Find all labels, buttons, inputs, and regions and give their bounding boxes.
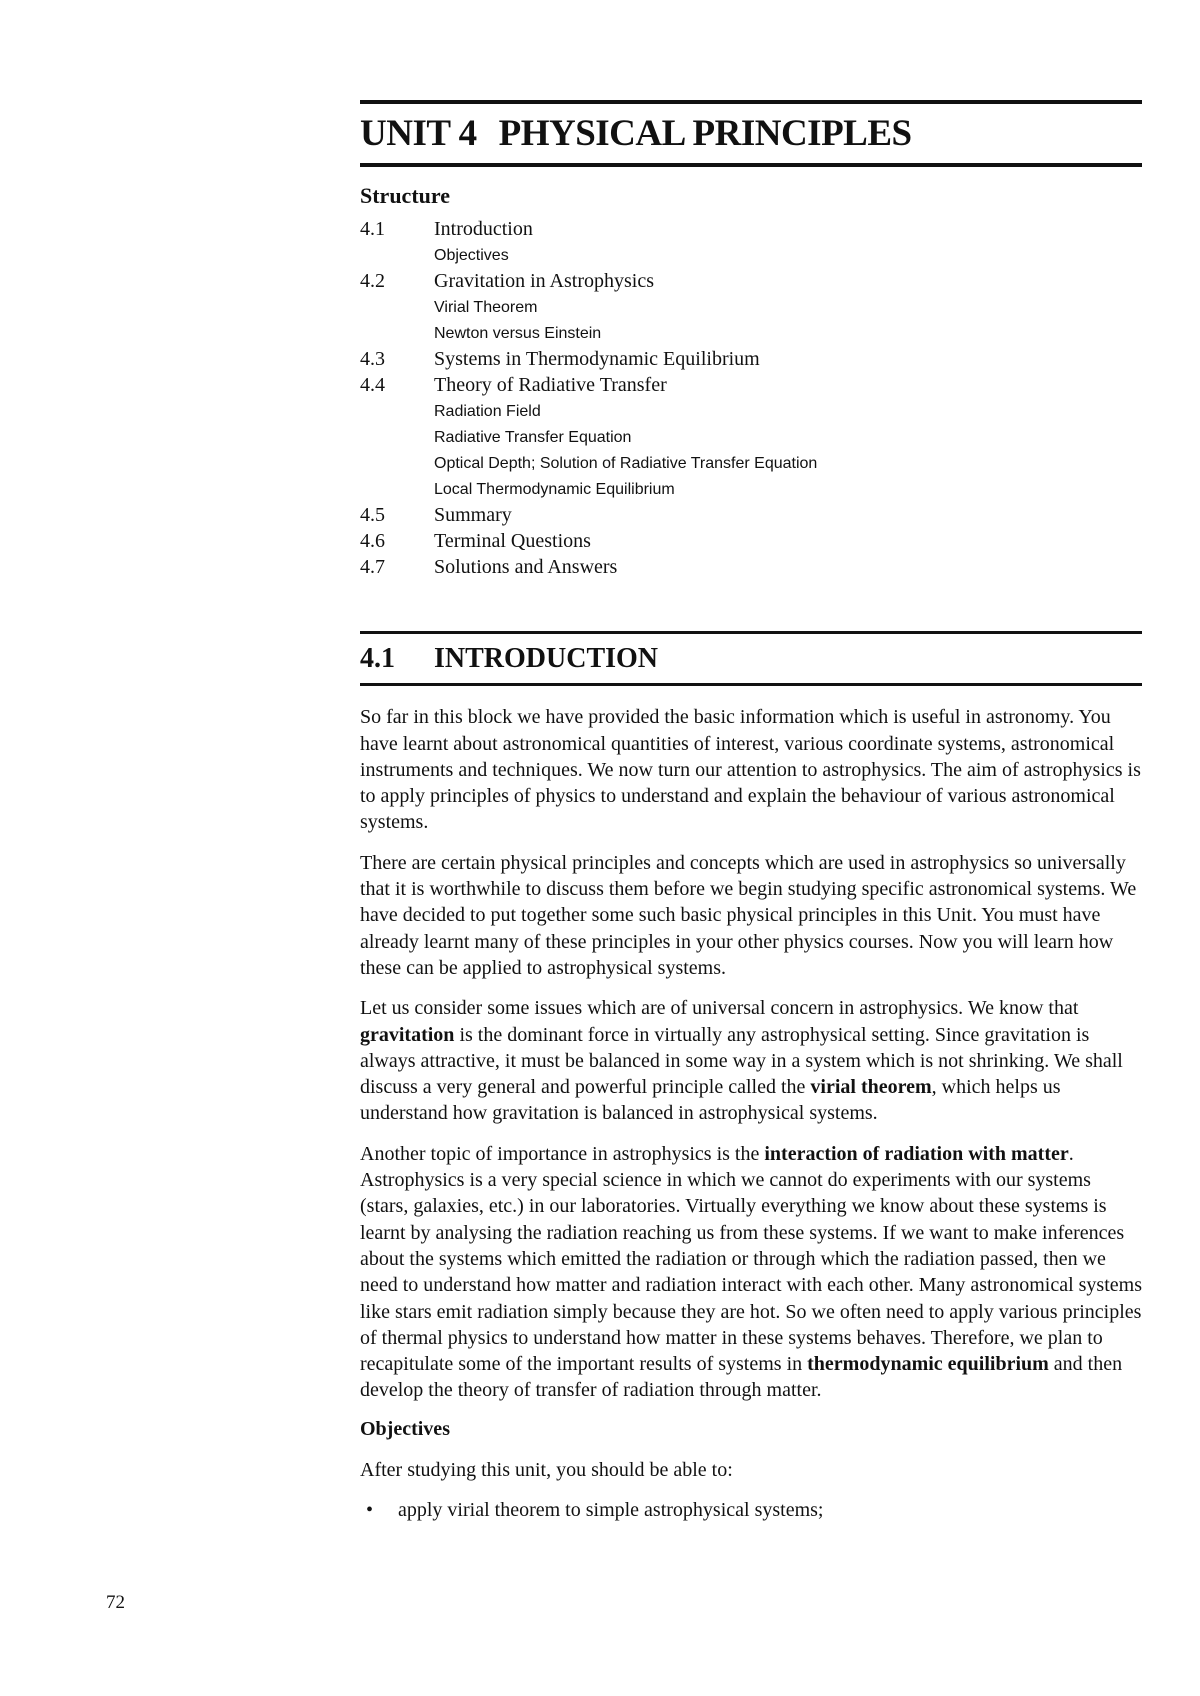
toc-entry (360, 529, 1142, 555)
intro-paragraph-3 (360, 995, 1142, 1126)
main-column (360, 0, 1142, 1523)
page-number: 72 (106, 1592, 125, 1613)
bold-term: interaction of radiation with matter (764, 1142, 1069, 1165)
toc-title: Introduction (434, 218, 533, 241)
text-run: and then develop the theory of transfer of radiation through matter. (360, 1353, 1123, 1402)
toc-number: 4.6 (360, 530, 385, 553)
toc-subentry: Newton versus Einstein (434, 324, 602, 342)
intro-paragraph-2: There are certain physical principles and concepts which are used in astrophysics so universally that it is worthwhile to discuss them before we begin studying specific astronomical systems. We have decided to put together some such basic physical principles in this Unit. You must have already learnt many of these principles in your other physics courses. Now you will learn how these can be applied to astrophysical systems. (360, 851, 1137, 979)
text-run: , which helps us understand how gravitation is balanced in astrophysical systems. (360, 1076, 1061, 1125)
table-of-contents (360, 217, 1142, 581)
toc-title: Solutions and Answers (434, 556, 618, 579)
title-top-rule (360, 100, 1142, 104)
text-run: . Astrophysics is a very special science in which we cannot do experiments with our systems (stars, galaxies, etc.) in our laboratories. Virtually everything we know about these systems is learnt by analysing the radiation reaching us from these systems. If we want to make inferences about the systems which emitted the radiation or through which the radiation passed, then we need to understand how matter and radiation interact with each other. Many astronomical systems like stars emit radiation simply because they are hot. So we often need to apply various principles of thermal physics to understand how matter in these systems behaves. Therefore, we plan to recapitulate some of the important results of systems in (360, 1142, 1142, 1376)
toc-number: 4.4 (360, 374, 385, 397)
toc-number: 4.3 (360, 348, 385, 371)
toc-title: Terminal Questions (434, 530, 591, 553)
toc-number: 4.1 (360, 218, 385, 241)
bold-term: gravitation (360, 1023, 455, 1046)
objective-item (360, 1497, 1142, 1523)
toc-entry (360, 373, 1142, 399)
section-number: 4.1 (360, 642, 395, 674)
toc-subentry: Radiation Field (434, 402, 541, 420)
section-top-rule (360, 631, 1142, 634)
objective-text: apply virial theorem to simple astrophysical systems; (398, 1499, 824, 1521)
text-run: Another topic of importance in astrophysics is the (360, 1142, 765, 1165)
objectives-heading: Objectives (360, 1417, 450, 1440)
section-heading (360, 642, 1142, 676)
toc-number: 4.5 (360, 504, 385, 527)
toc-title: Theory of Radiative Transfer (434, 374, 667, 397)
text-run: Let us consider some issues which are of universal concern in astrophysics. We know that (360, 997, 1079, 1020)
intro-paragraph-4 (360, 1141, 1142, 1404)
objectives-intro: After studying this unit, you should be able to: (360, 1458, 733, 1481)
toc-subentry: Optical Depth; Solution of Radiative Transfer Equation (434, 454, 818, 472)
intro-paragraph-1: So far in this block we have provided the basic information which is useful in astronomy. You have learnt about astronomical quantities of interest, various coordinate systems, astronomical instruments and techniques. We now turn our attention to astrophysics. The aim of astrophysics is to apply principles of physics to understand and explain the behaviour of various astronomical systems. (360, 706, 1141, 834)
text-run: is the dominant force in virtually any astrophysical setting. Since gravitation is always attractive, it must be balanced in some way in a system which is not shrinking. We shall discuss a very general and powerful principle called the (360, 1023, 1123, 1099)
toc-number: 4.2 (360, 270, 385, 293)
toc-subentry: Objectives (434, 246, 509, 264)
bold-term: virial theorem (810, 1076, 932, 1099)
unit-title (360, 114, 1142, 155)
toc-number: 4.7 (360, 556, 385, 579)
toc-entry (360, 269, 1142, 295)
unit-number: UNIT 4 (360, 113, 477, 154)
toc-entry (360, 347, 1142, 373)
toc-entry (360, 555, 1142, 581)
toc-subentry: Virial Theorem (434, 298, 538, 316)
toc-title: Summary (434, 504, 512, 527)
toc-subentry: Radiative Transfer Equation (434, 428, 632, 446)
toc-subentry: Local Thermodynamic Equilibrium (434, 480, 675, 498)
bold-term: thermodynamic equilibrium (807, 1353, 1049, 1376)
structure-heading: Structure (360, 182, 451, 208)
title-bottom-rule (360, 163, 1142, 167)
toc-title: Systems in Thermodynamic Equilibrium (434, 348, 760, 371)
section-title: INTRODUCTION (434, 642, 659, 674)
toc-entry (360, 217, 1142, 243)
toc-title: Gravitation in Astrophysics (434, 270, 654, 293)
toc-entry (360, 503, 1142, 529)
bullet-icon: • (366, 1499, 374, 1521)
unit-name: PHYSICAL PRINCIPLES (498, 113, 912, 154)
